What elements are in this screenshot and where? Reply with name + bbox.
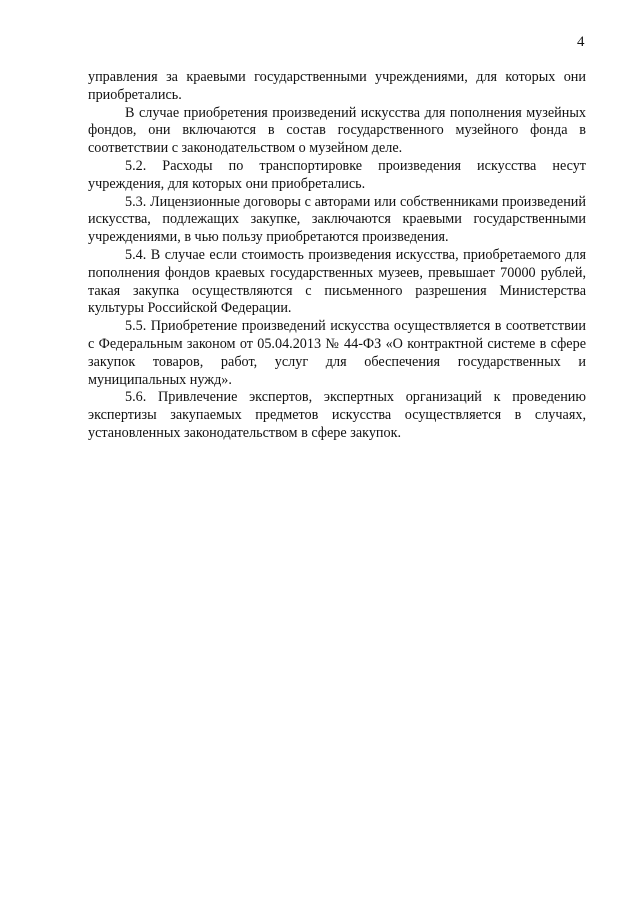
paragraph-continuation: управления за краевыми государственными учреждениями, для которых они приобретались.: [88, 69, 586, 103]
paragraph-5-3: 5.3. Лицензионные договоры с авторами или собственниками произведений искусства, подлежащих закупке, заключаются краевыми государственными учреждениями, в чью пользу приобретаются произведения.: [88, 193, 586, 246]
document-body: [88, 69, 586, 443]
page-number: 4: [577, 34, 585, 50]
paragraph-5-5: 5.5. Приобретение произведений искусства осуществляется в соответствии с Федеральным законом от 05.04.2013 № 44-ФЗ «О контрактной системе в сфере закупок товаров, работ, услуг для обеспечения государственных и муниципальных нужд».: [88, 318, 586, 388]
paragraph-5-6: 5.6. Привлечение экспертов, экспертных организаций к проведению экспертизы закупаемых предметов искусства осуществляется в случаях, установленных законодательством в сфере закупок.: [88, 389, 586, 441]
paragraph-5-4: 5.4. В случае если стоимость произведения искусства, приобретаемого для пополнения фондов краевых государственных музеев, превышает 70000 рублей, такая закупка осуществляются с письменного разрешения Министерства культуры Российской Федерации.: [88, 246, 586, 317]
paragraph-5-2: 5.2. Расходы по транспортировке произведения искусства несут учреждения, для которых они приобретались.: [88, 157, 586, 192]
paragraph-museum-funds: В случае приобретения произведений искусства для пополнения музейных фондов, они включаются в состав государственного музейного фонда в соответствии с законодательством о музейном деле.: [88, 104, 586, 157]
